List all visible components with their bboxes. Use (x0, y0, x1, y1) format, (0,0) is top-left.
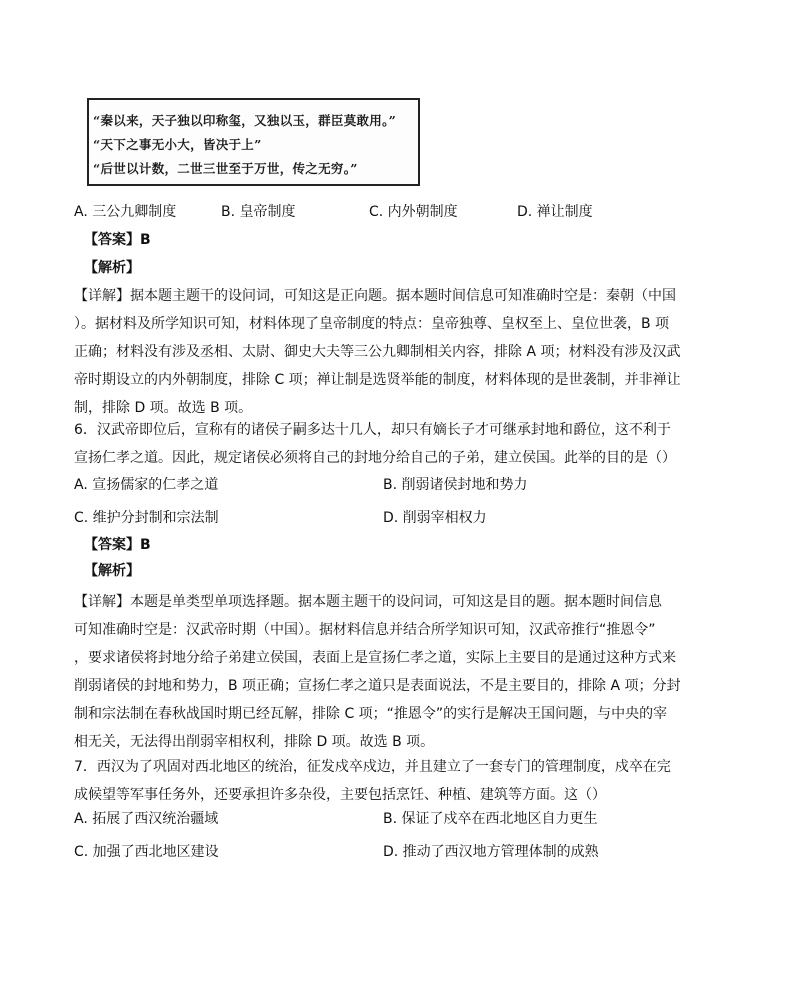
q7-option-b[interactable]: B. 保证了戍卒在西北地区自力更生 (383, 811, 598, 827)
q6-option-c[interactable]: C. 维护分封制和宗法制 (74, 510, 219, 526)
q7-question-line: 7．西汉为了巩固对西北地区的统治，征发戍卒戍边，并且建立了一套专门的管理制度，戍卒在完 (74, 759, 671, 775)
q5-detail-line: ）。据材料及所学知识可知，材料体现了皇帝制度的特点：皇帝独尊、皇权至上、皇位世袭，B 项 (74, 316, 670, 332)
q6-detail (74, 588, 710, 756)
q6-analysis-label: 【解析】 (84, 563, 140, 579)
q5-detail-line: 制，排除 D 项。故选 B 项。 (74, 400, 253, 416)
q5-option-d[interactable]: D. 禅让制度 (517, 204, 593, 220)
q5-answer: 【答案】B (84, 232, 151, 248)
q5-option-a[interactable]: A. 三公九卿制度 (74, 204, 177, 220)
q5-detail-line: 【详解】据本题主题干的设问词，可知这是正向题。据本题时间信息可知准确时空是：秦朝（中国 (74, 288, 676, 304)
q7-question (74, 753, 710, 809)
q5-detail (74, 282, 710, 422)
q6-option-a[interactable]: A. 宣扬儒家的仁孝之道 (74, 477, 219, 493)
q6-detail-line: 可知准确时空是：汉武帝时期（中国）。据材料信息并结合所学知识可知，汉武帝推行“推恩令” (74, 622, 656, 638)
q5-detail-line: 帝时期设立的内外朝制度，排除 C 项；禅让制是选贤举能的制度，材料体现的是世袭制，并非禅让 (74, 372, 681, 388)
q6-option-d[interactable]: D. 削弱宰相权力 (383, 510, 487, 526)
quote-image-box (87, 98, 420, 186)
q7-option-c[interactable]: C. 加强了西北地区建设 (74, 844, 219, 860)
q6-option-b[interactable]: B. 削弱诸侯封地和势力 (383, 477, 528, 493)
q5-option-b[interactable]: B. 皇帝制度 (221, 204, 296, 220)
q7-option-d[interactable]: D. 推动了西汉地方管理体制的成熟 (383, 844, 599, 860)
quote-line-3: “后世以计数，二世三世至于万世，传之无穷。” (93, 161, 358, 176)
q6-question-line: 宣扬仁孝之道。因此，规定诸侯必须将自己的封地分给自己的子弟，建立侯国。此举的目的是（） (74, 450, 676, 466)
q6-detail-line: 相无关，无法得出削弱宰相权利，排除 D 项。故选 B 项。 (74, 734, 435, 750)
q6-answer: 【答案】B (84, 537, 151, 553)
q6-question (74, 416, 710, 472)
q6-question-line: 6．汉武帝即位后，宣称有的诸侯子嗣多达十几人，却只有嫡长子才可继承封地和爵位，这不利于 (74, 422, 671, 438)
q5-analysis-label: 【解析】 (84, 260, 140, 276)
quote-line-2: “天下之事无小大，皆决于上” (93, 137, 262, 152)
quote-line-1: “秦以来，天子独以印称玺，又独以玉，群臣莫敢用。” (93, 113, 397, 128)
q6-detail-line: ，要求诸侯将封地分给子弟建立侯国，表面上是宣扬仁孝之道，实际上主要目的是通过这种方式来 (74, 650, 676, 666)
q6-detail-line: 制和宗法制在春秋战国时期已经瓦解，排除 C 项；“推恩令”的实行是解决王国问题，与中央的宰 (74, 706, 668, 722)
q7-option-a[interactable]: A. 拓展了西汉统治疆域 (74, 811, 219, 827)
q6-detail-line: 【详解】本题是单类型单项选择题。据本题主题干的设问词，可知这是目的题。据本题时间信息 (74, 594, 662, 610)
q5-option-c[interactable]: C. 内外朝制度 (369, 204, 458, 220)
q7-question-line: 成候望等军事任务外，还要承担许多杂役，主要包括烹饪、种植、建筑等方面。这（） (74, 787, 606, 803)
q6-detail-line: 削弱诸侯的封地和势力，B 项正确；宣扬仁孝之道只是表面说法，不是主要目的，排除 A 项；分封 (74, 678, 681, 694)
q5-detail-line: 正确；材料没有涉及丞相、太尉、御史大夫等三公九卿制相关内容，排除 A 项；材料没有涉及汉武 (74, 344, 681, 360)
